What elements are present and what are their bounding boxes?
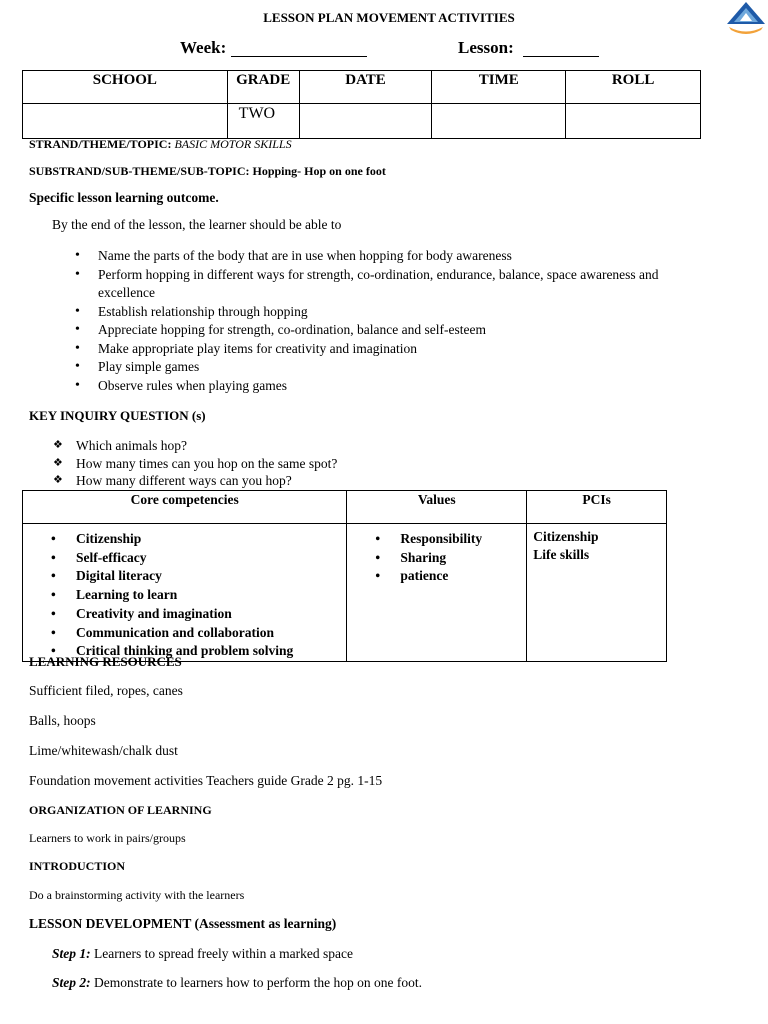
resources-heading: LEARNING RESOURCES	[29, 654, 182, 669]
lesson-info-table	[22, 70, 701, 139]
outcome-intro: By the end of the lesson, the learner should be able to	[52, 217, 342, 232]
list-item: • Appreciate hopping for strength, co-ordination, balance and self-esteem	[75, 321, 705, 340]
cell-school	[23, 104, 228, 139]
inquiry-list	[53, 437, 453, 490]
list-item: ❖ How many different ways can you hop?	[53, 472, 453, 490]
strand-line	[29, 137, 292, 152]
cell-date	[299, 104, 432, 139]
core-competencies-cell	[23, 524, 347, 662]
header-school: SCHOOL	[23, 71, 228, 104]
lesson-blank	[523, 56, 599, 57]
list-item: • Perform hopping in different ways for strength, co-ordination, endurance, balance, space awareness and excellence	[75, 266, 705, 303]
introduction-heading: INTRODUCTION	[29, 859, 126, 873]
strand-label: STRAND/THEME/TOPIC:	[29, 137, 175, 151]
week-blank	[231, 56, 367, 57]
competency-table	[22, 490, 667, 662]
organization-text: Learners to work in pairs/groups	[29, 831, 186, 845]
development-heading: LESSON DEVELOPMENT (Assessment as learning)	[29, 916, 337, 931]
step-item	[52, 975, 422, 991]
list-item: • patience	[375, 567, 526, 586]
list-item: • Play simple games	[75, 358, 705, 377]
step-item	[52, 946, 353, 962]
table-header-row	[23, 71, 701, 104]
list-item: • Name the parts of the body that are in use when hopping for body awareness	[75, 247, 705, 266]
header-date: DATE	[299, 71, 432, 104]
substrand-line: SUBSTRAND/SUB-THEME/SUB-TOPIC: Hopping- Hop on one foot	[29, 164, 386, 178]
inquiry-heading: KEY INQUIRY QUESTION (s)	[29, 408, 206, 423]
list-item: • Digital literacy	[51, 567, 346, 586]
header-roll: ROLL	[566, 71, 701, 104]
list-item: • Self-efficacy	[51, 549, 346, 568]
resource-item: Lime/whitewash/chalk dust	[29, 743, 178, 758]
table-row	[23, 524, 667, 662]
list-item: • Learning to learn	[51, 586, 346, 605]
list-item: • Responsibility	[375, 530, 526, 549]
list-item: • Critical thinking and problem solving	[51, 642, 346, 661]
step-label: Step 2:	[52, 975, 91, 990]
strand-value: BASIC MOTOR SKILLS	[174, 137, 292, 151]
core-competencies-list	[23, 524, 346, 661]
header-pcis: PCIs	[527, 491, 667, 524]
resource-item: Foundation movement activities Teachers guide Grade 2 pg. 1-15	[29, 773, 383, 788]
list-item: • Creativity and imagination	[51, 605, 346, 624]
list-item: • Communication and collaboration	[51, 624, 346, 643]
cell-time	[432, 104, 566, 139]
header-time: TIME	[432, 71, 566, 104]
week-label: Week:	[180, 38, 227, 57]
table-row	[23, 104, 701, 139]
values-cell	[347, 524, 527, 662]
pcis-list	[527, 524, 666, 564]
resource-item: Sufficient filed, ropes, canes	[29, 683, 183, 698]
outcome-heading: Specific lesson learning outcome.	[29, 190, 219, 205]
page-title: LESSON PLAN MOVEMENT ACTIVITIES	[263, 10, 515, 25]
values-list	[347, 524, 526, 586]
list-item: • Make appropriate play items for creativity and imagination	[75, 340, 705, 359]
step-text: Demonstrate to learners how to perform the hop on one foot.	[90, 975, 423, 990]
cell-grade: TWO	[227, 104, 299, 139]
organization-heading: ORGANIZATION OF LEARNING	[29, 803, 212, 817]
outcomes-list	[75, 247, 705, 395]
resource-item: Balls, hoops	[29, 713, 96, 728]
table-header-row	[23, 491, 667, 524]
publisher-logo-icon	[725, 0, 767, 36]
step-text: Learners to spread freely within a marked space	[90, 946, 354, 961]
list-item: • Establish relationship through hopping	[75, 303, 705, 322]
list-item: • Citizenship	[51, 530, 346, 549]
list-item: • Observe rules when playing games	[75, 377, 705, 396]
list-item: ❖ How many times can you hop on the same spot?	[53, 455, 453, 473]
header-grade: GRADE	[227, 71, 299, 104]
lesson-label: Lesson:	[458, 38, 514, 57]
pcis-cell	[527, 524, 667, 662]
list-item: Citizenship	[533, 529, 599, 544]
list-item: ❖ Which animals hop?	[53, 437, 453, 455]
header-values: Values	[347, 491, 527, 524]
header-core-competencies: Core competencies	[23, 491, 347, 524]
list-item: • Sharing	[375, 549, 526, 568]
cell-roll	[566, 104, 701, 139]
introduction-text: Do a brainstorming activity with the learners	[29, 888, 245, 902]
list-item: Life skills	[533, 547, 590, 562]
step-label: Step 1:	[52, 946, 91, 961]
